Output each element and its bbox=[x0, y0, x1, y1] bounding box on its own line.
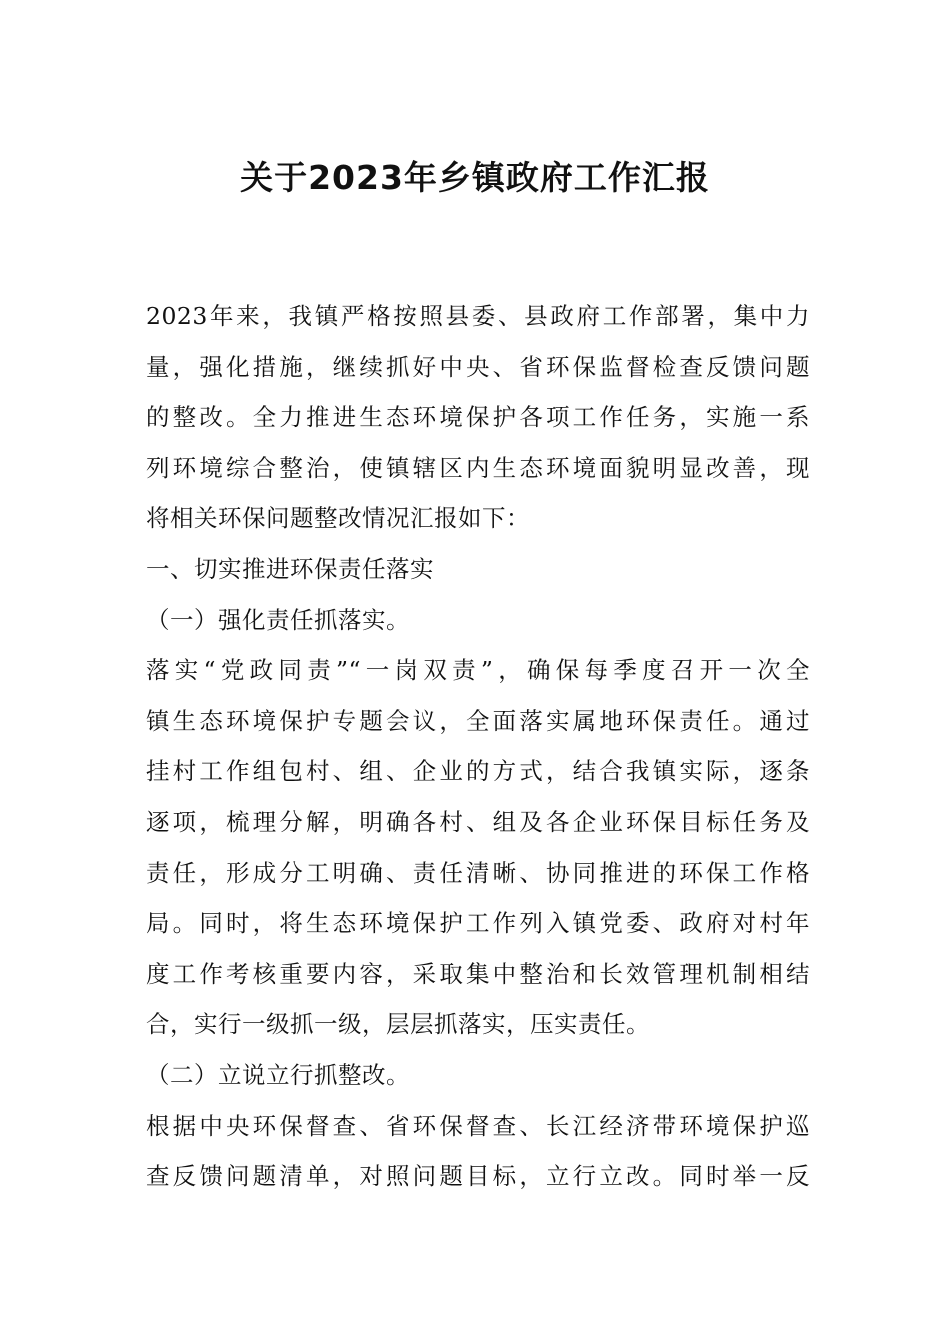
paragraph-line: 的整改。全力推进生态环境保护各项工作任务，实施一系 bbox=[146, 403, 810, 432]
paragraph-line: 查反馈问题清单，对照问题目标，立行立改。同时举一反 bbox=[146, 1162, 810, 1191]
document-title: 关于2023年乡镇政府工作汇报 bbox=[240, 158, 710, 197]
paragraph-line: 度工作考核重要内容，采取集中整治和长效管理机制相结 bbox=[146, 959, 810, 988]
paragraph-line: 合，实行一级抓一级，层层抓落实，压实责任。 bbox=[146, 1010, 650, 1039]
paragraph-line: 挂村工作组包村、组、企业的方式，结合我镇实际，逐条 bbox=[146, 757, 810, 786]
paragraph-line: 镇生态环境保护专题会议，全面落实属地环保责任。通过 bbox=[146, 706, 810, 735]
paragraph-line: 量，强化措施，继续抓好中央、省环保监督检查反馈问题 bbox=[146, 352, 810, 381]
paragraph-line: 逐项，梳理分解，明确各村、组及各企业环保目标任务及 bbox=[146, 807, 810, 836]
paragraph-line: 列环境综合整治，使镇辖区内生态环境面貌明显改善，现 bbox=[146, 453, 810, 482]
paragraph-line: 根据中央环保督查、省环保督查、长江经济带环境保护巡 bbox=[146, 1111, 810, 1140]
paragraph-line: 2023年来，我镇严格按照县委、县政府工作部署，集中力 bbox=[146, 302, 810, 330]
section-heading: 一、切实推进环保责任落实 bbox=[146, 554, 434, 583]
document-body bbox=[146, 291, 810, 1202]
paragraph-line: 落实“党政同责”“一岗双责”，确保每季度召开一次全 bbox=[146, 656, 810, 685]
subsection-heading: （二）立说立行抓整改。 bbox=[146, 1060, 410, 1089]
paragraph-line: 局。同时，将生态环境保护工作列入镇党委、政府对村年 bbox=[146, 909, 810, 938]
subsection-heading: （一）强化责任抓落实。 bbox=[146, 605, 410, 634]
paragraph-line: 将相关环保问题整改情况汇报如下： bbox=[146, 504, 530, 533]
paragraph-line: 责任，形成分工明确、责任清晰、协同推进的环保工作格 bbox=[146, 858, 810, 887]
